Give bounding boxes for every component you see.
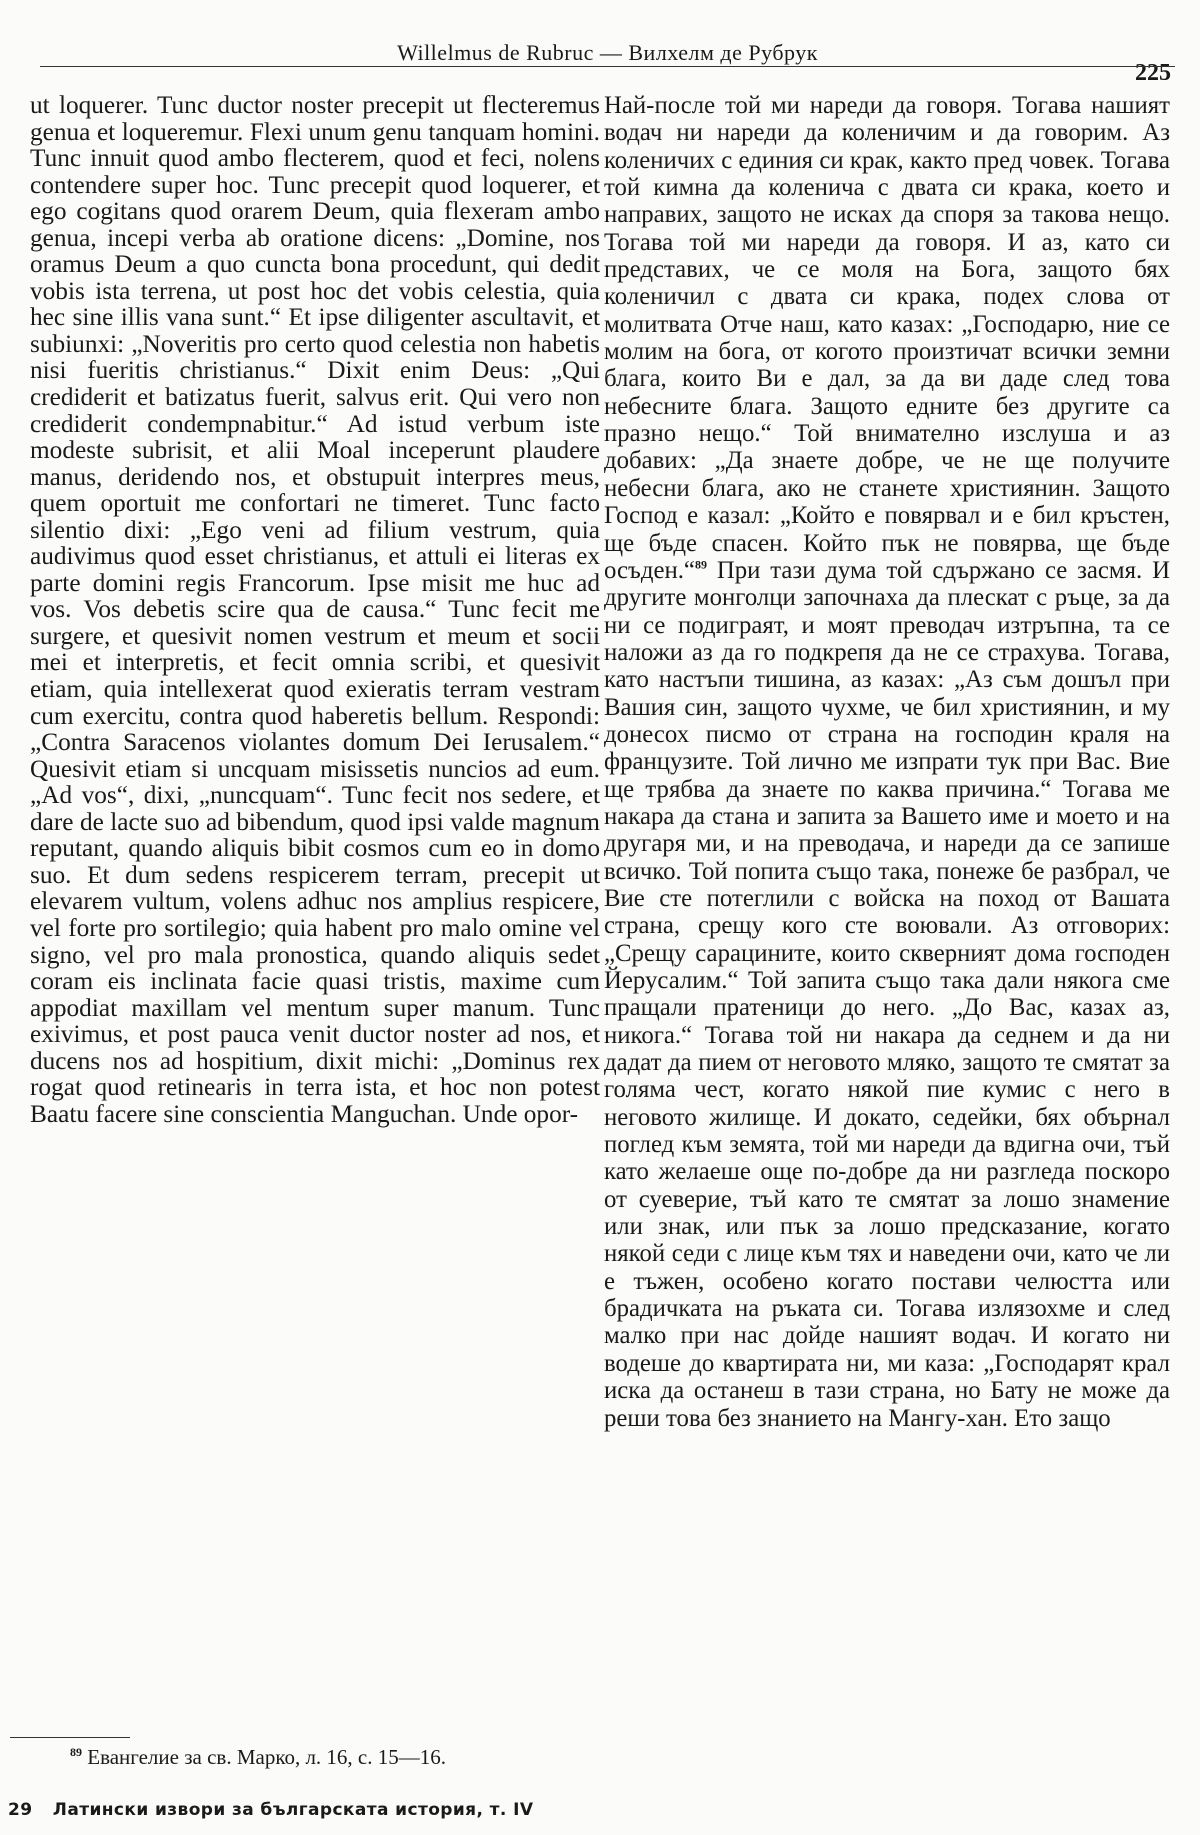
footnote-reference[interactable]: 89 <box>694 557 707 572</box>
page-number: 225 <box>1135 60 1171 86</box>
printer-signature <box>8 1800 533 1820</box>
signature-number: 29 <box>8 1800 33 1820</box>
footnote-rule <box>10 1737 130 1738</box>
bulgarian-column <box>604 92 1170 1432</box>
page-header <box>40 22 1175 86</box>
footnote <box>70 1745 446 1770</box>
running-title: Willelmus de Rubruc — Вилхелм де Рубрук <box>397 40 818 65</box>
signature-text: Латински извори за българската история, т. IV <box>52 1800 534 1820</box>
latin-paragraph: ut loquerer. Tunc ductor noster precepit ut flecteremus genua et loqueremur. Flexi unum genu tanquam homini. Tunc innuit quod ambo flecterem, quod et feci, nolens contendere super hoc. Tunc precepit quod loquerer, et ego cogitans quod orarem Deum, quia flexeram ambo genua, incepi verba ab oratione dicens: „Domine, nos oramus Deum a quo cuncta bona procedunt, qui dedit vobis ista terrena, ut post hoc det vobis celestia, quia hec sine illis vana sunt.“ Et ipse diligenter ascultavit, et subiunxi: „Noveritis pro certo quod celestia non habetis nisi fueritis christianus.“ Dixit enim Deus: „Qui crediderit et batizatus fuerit, salvus erit. Qui vero non crediderit condempnabitur.“ Ad istud verbum iste modeste subrisit, et alii Moal inceperunt plaudere manus, deridendo nos, et obstupuit interpres meus, quem oportuit me confortari ne timeret. Tunc facto silentio dixi: „Ego veni ad filium vestrum, quia audivimus quod esset christianus, et attuli ei literas ex parte domini regis Francorum. Ipse misit me huc ad vos. Vos debetis scire qua de causa.“ Tunc fecit me surgere, et quesivit nomen vestrum et meum et socii mei et interpretis, et fecit omnia scribi, et quesivit etiam, quia intellexerat quod exieratis terram vestram cum exercitu, contra quod haberetis bellum. Respondi: „Contra Saracenos violantes domum Dei Ierusalem.“ Quesivit etiam si uncquam misissetis nuncios ad eum. „Ad vos“, dixi, „nuncquam“. Tunc fecit nos sedere, et dare de lacte suo ad bibendum, quod ipsi valde magnum reputant, quando aliquis bibit cosmos cum eo in domo suo. Et dum sedens respicerem terram, precepit ut elevarem vultum, volens adhuc nos amplius respicere, vel forte pro sortilegio; quia habent pro malo omine vel signo, vel pro mala pronostica, quando aliquis sedet coram eis inclinata facie quasi tristis, maxime cum appodiat maxillam vel mentum super manum. Tunc exivimus, et post pauca venit ductor noster ad nos, et ducens nos ad hospitium, dixit michi: „Dominus rex rogat quod retinearis in terra ista, et hoc non potest Baatu facere sine conscientia Manguchan. Unde opor- <box>30 91 600 1128</box>
latin-column <box>30 92 600 1127</box>
bulgarian-text-part2: При тази дума той сдържано се засмя. И другите монголци започнаха да плескат с ръце, за да ни се подиграят, и моят преводач изтръпна, та се наложи аз да го подкрепя да не се страхува. Тогава, като настъпи тишина, аз казах: „Аз съм дошъл при Вашия син, защото чухме, че бил християнин, и му донесох писмо от страна на господин краля на французите. Той лично ме изпрати тук при Вас. Вие ще трябва да знаете по каква причина.“ Тогава ме накара да стана и запита за Вашето име и моето и на другаря ми, и на преводача, и нареди да се запише всичко. Той попита също така, понеже бе разбрал, че Вие сте потеглили с войска на поход от Вашата страна, срещу кого сте воювали. Аз отговорих: „Срещу сарацините, които скверният дома господен Йерусалим.“ Той запита също така дали някога сме пращали пратеници до него. „До Вас, казах аз, никога.“ Тогава той ни накара да седнем и да ни дадат да пием от неговото мляко, защото те смятат за голяма чест, когато някой пие кумис с него в неговото жилище. И докато, седейки, бях обърнал поглед към земята, той ми нареди да вдигна очи, тъй като желаеше още по-добре да ни разгледа поскоро от суеверие, тъй като те смятат за лошо знамение или знак, или пък за лошо предсказание, когато някой седи с лице към тях и наведени очи, като че ли е тъжен, особено когато постави челюстта или брадичката на ръката си. Тогава излязохме и след малко при нас дойде нашият водач. И когато ни водеше до квартирата ни, ми каза: „Господарят крал иска да останеш в тази страна, но Бату не може да реши това без знанието на Мангу-хан. Ето защо <box>604 556 1170 1432</box>
footnote-text: Евангелие за св. Марко, л. 16, с. 15—16. <box>87 1745 447 1769</box>
bulgarian-text-part1: Най-после той ми нареди да говоря. Тогава нашият водач ни нареди да коленичим и да говорим. Аз коленичих с единия си крак, както пред човек. Тогава той кимна да коленича с двата си крака, което и направих, защото не исках да споря за такова нещо. Тогава той ми нареди да говоря. И аз, като си представих, че се моля на Бога, защото бях коленичил с двата си крака, подех слова от молитвата Отче наш, като казах: „Господарю, ние се молим на бога, от когото произтичат всички земни блага, които Ви е дал, за да ви даде след това небесните блага. Защото едните без другите са празно нещо.“ Той внимателно изслуша и аз добавих: „Да знаете добре, че не ще получите небесни блага, ако не станете християнин. Защото Господ е казал: „Който е повярвал и е бил кръстен, ще бъде спасен. Който пък не повярва, ще бъде осъден.“ <box>604 92 1170 584</box>
header-rule <box>40 66 1175 67</box>
bulgarian-paragraph <box>604 92 1170 1432</box>
footnote-number: 89 <box>70 1745 82 1759</box>
